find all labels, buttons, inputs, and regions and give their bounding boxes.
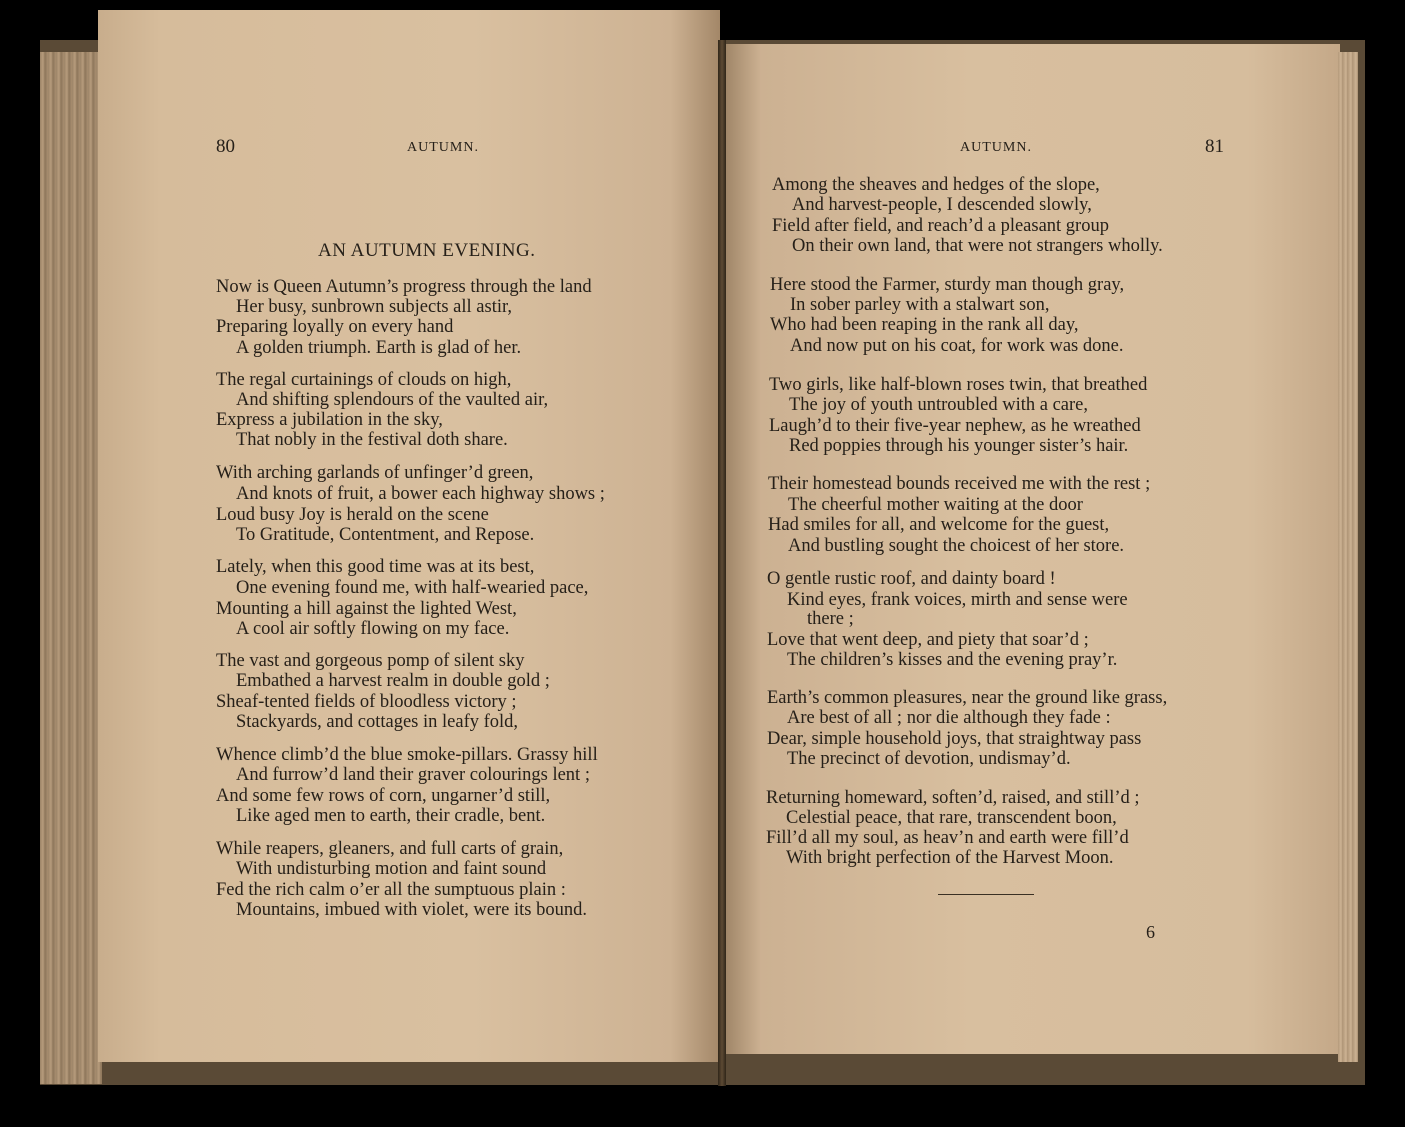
poem-line: And furrow’d land their graver colourings lent ; [236, 765, 590, 785]
left-page-number: 80 [216, 136, 235, 157]
poem-line: The joy of youth untroubled with a care, [789, 395, 1088, 415]
poem-line: Stackyards, and cottages in leafy fold, [236, 712, 519, 732]
poem-line: Returning homeward, soften’d, raised, and still’d ; [766, 788, 1140, 808]
poem-line: That nobly in the festival doth share. [236, 430, 508, 450]
poem-line: While reapers, gleaners, and full carts of grain, [216, 839, 564, 859]
poem-line: there ; [807, 609, 854, 629]
right-running-head: AUTUMN. [960, 140, 1032, 155]
signature-mark: 6 [1146, 922, 1155, 942]
poem-line: Red poppies through his younger sister’s hair. [789, 436, 1129, 456]
poem-line: Now is Queen Autumn’s progress through the land [216, 277, 592, 297]
poem-line: The precinct of devotion, undismay’d. [787, 749, 1071, 769]
poem-line: Are best of all ; nor die although they fade : [787, 708, 1111, 728]
poem-line: Had smiles for all, and welcome for the guest, [768, 515, 1110, 535]
left-page-edges [40, 52, 102, 1084]
poem-line: Here stood the Farmer, sturdy man though gray, [770, 275, 1125, 295]
poem-line: Whence climb’d the blue smoke-pillars. Grassy hill [216, 745, 598, 765]
poem-line: Her busy, sunbrown subjects all astir, [236, 297, 513, 317]
poem-line: Field after field, and reach’d a pleasant group [772, 216, 1109, 236]
poem-line: Dear, simple household joys, that straightway pass [767, 729, 1142, 749]
poem-line: Among the sheaves and hedges of the slope, [772, 175, 1100, 195]
poem-line: And now put on his coat, for work was done. [790, 336, 1124, 356]
poem-line: O gentle rustic roof, and dainty board ! [767, 569, 1056, 589]
right-page-edges [1338, 52, 1358, 1062]
poem-line: In sober parley with a stalwart son, [790, 295, 1050, 315]
poem-line: Fed the rich calm o’er all the sumptuous plain : [216, 880, 566, 900]
poem-line: Mountains, imbued with violet, were its bound. [236, 900, 587, 920]
poem-line: With undisturbing motion and faint sound [236, 859, 547, 879]
poem-line: To Gratitude, Contentment, and Repose. [236, 525, 535, 545]
poem-line: With arching garlands of unfinger’d green, [216, 463, 534, 483]
poem-line: Laugh’d to their five-year nephew, as he wreathed [769, 416, 1141, 436]
poem-line: Fill’d all my soul, as heav’n and earth were fill’d [766, 828, 1129, 848]
poem-line: And knots of fruit, a bower each highway shows ; [236, 484, 605, 504]
poem-line: Love that went deep, and piety that soar’d ; [767, 630, 1089, 650]
poem-line: Earth’s common pleasures, near the ground like grass, [767, 688, 1168, 708]
poem-line: Preparing loyally on every hand [216, 317, 454, 337]
poem-line: One evening found me, with half-wearied pace, [236, 578, 589, 598]
poem-line: Sheaf-tented fields of bloodless victory ; [216, 692, 517, 712]
poem-line: Loud busy Joy is herald on the scene [216, 505, 489, 525]
poem-line: Mounting a hill against the lighted West, [216, 599, 517, 619]
poem-line: Who had been reaping in the rank all day, [770, 315, 1079, 335]
end-rule [938, 894, 1034, 895]
poem-line: A golden triumph. Earth is glad of her. [236, 338, 522, 358]
left-running-head: AUTUMN. [407, 140, 479, 155]
poem-line: Two girls, like half-blown roses twin, that breathed [769, 375, 1148, 395]
poem-line: Kind eyes, frank voices, mirth and sense were [787, 590, 1128, 610]
poem-line: Their homestead bounds received me with the rest ; [768, 474, 1151, 494]
right-page-number: 81 [1205, 136, 1224, 157]
poem-line: The children’s kisses and the evening pray’r. [787, 650, 1118, 670]
poem-line: Express a jubilation in the sky, [216, 410, 443, 430]
poem-line: And shifting splendours of the vaulted air, [236, 390, 549, 410]
poem-line: And harvest-people, I descended slowly, [792, 195, 1092, 215]
poem-line: And bustling sought the choicest of her store. [788, 536, 1125, 556]
poem-line: Embathed a harvest realm in double gold ; [236, 671, 550, 691]
poem-line: Celestial peace, that rare, transcendent boon, [786, 808, 1117, 828]
poem-line: The regal curtainings of clouds on high, [216, 370, 512, 390]
poem-line: A cool air softly flowing on my face. [236, 619, 510, 639]
poem-line: And some few rows of corn, ungarner’d still, [216, 786, 551, 806]
poem-line: With bright perfection of the Harvest Moon. [786, 848, 1114, 868]
poem-line: The cheerful mother waiting at the door [788, 495, 1083, 515]
poem-line: On their own land, that were not strangers wholly. [792, 236, 1163, 256]
book-spine [718, 40, 726, 1086]
poem-line: Like aged men to earth, their cradle, bent. [236, 806, 546, 826]
poem-line: The vast and gorgeous pomp of silent sky [216, 651, 525, 671]
poem-title: AN AUTUMN EVENING. [318, 240, 536, 261]
poem-line: Lately, when this good time was at its best, [216, 557, 535, 577]
